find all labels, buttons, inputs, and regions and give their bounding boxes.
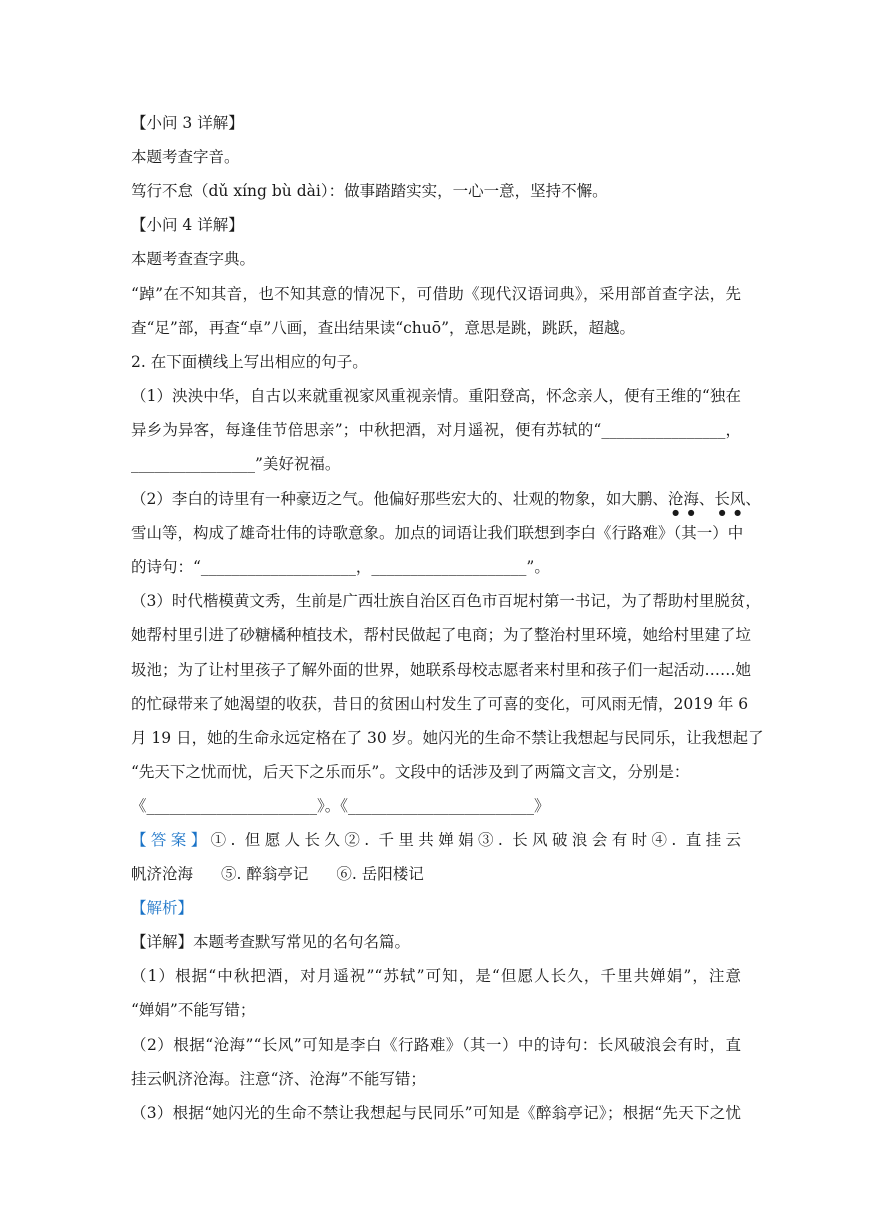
q2-p3-line-2: 她帮村里引进了砂糖橘种植技术，帮村民做起了电商；为了整治村里环境，她给村里建了垃 [131, 626, 752, 644]
answer-item-2: ②. 千里共婵娟 [344, 831, 479, 849]
q2-p2-line-3: 的诗句：“____________________，____________________”。 [131, 558, 550, 576]
q3-heading: 【小问 3 详解】 [131, 114, 244, 132]
q2-p2-line-1 [131, 489, 761, 517]
analysis-2-line-2: 挂云帆济沧海。注意“济、沧海”不能写错； [131, 1070, 426, 1088]
answer-item-4: ④. 直挂云 [651, 831, 742, 849]
q2-p3-line-5: 月 19 日，她的生命永远定格在了 30 岁。她闪光的生命不禁让我想起与民同乐，让我想起了 [131, 729, 764, 747]
dotted-word-canghai: 沧海 [667, 490, 699, 508]
dotted-word-changfeng: 长风 [714, 490, 746, 508]
q2-p2-text-b: 、 [698, 490, 715, 508]
analysis-2-line-1: （2）根据“沧海”“长风”可知是李白《行路难》（其一）中的诗句：长风破浪会有时，直 [131, 1036, 741, 1054]
q3-content: 笃行不怠（dǔ xíng bù dài）：做事踏踏实实，一心一意，坚持不懈。 [131, 182, 608, 200]
answer-item-5: ⑤. 醉翁亭记 [221, 865, 309, 883]
analysis-1-line-1: （1）根据“中秋把酒，对月遥祝”“苏轼”可知，是“但愿人长久，千里共婵娟”，注意 [131, 967, 741, 985]
q2-p3-line-1: （3）时代楷模黄文秀，生前是广西壮族自治区百色市百坭村第一书记，为了帮助村里脱贫， [131, 592, 761, 610]
q2-p3-line-7: 《______________________》。《________________________》 [131, 797, 550, 815]
question-2-stem: 2. 在下面横线上写出相应的句子。 [131, 353, 368, 371]
answer-item-4-cont: 帆济沧海 [131, 865, 194, 883]
analysis-3-line-1: （3）根据“她闪光的生命不禁让我想起与民同乐”可知是《醉翁亭记》；根据“先天下之忧 [131, 1104, 741, 1122]
q2-p1-line-2: 异乡为异客，每逢佳节倍思亲”；中秋把酒，对月遥祝，便有苏轼的“________________， [131, 421, 741, 439]
q4-heading: 【小问 4 详解】 [131, 216, 244, 234]
q2-p1-line-1: （1）泱泱中华，自古以来就重视家风重视亲情。重阳登高，怀念亲人，便有王维的“独在 [131, 387, 741, 405]
q4-line-1: “踔”在不知其音，也不知其意的情况下，可借助《现代汉语词典》，采用部首查字法，先 [131, 285, 741, 303]
answer-item-6: ⑥. 岳阳楼记 [336, 865, 424, 883]
q2-p3-line-3: 圾池；为了让村里孩子了解外面的世界，她联系母校志愿者来村里和孩子们一起活动……她 [131, 661, 752, 679]
analysis-label: 【解析】 [131, 899, 194, 917]
answer-line-2 [131, 864, 741, 884]
q2-p2-text-c: 、 [745, 490, 761, 508]
answer-item-3: ③. 长风破浪会有时 [478, 831, 652, 849]
q2-p3-line-6: “先天下之忧而忧，后天下之乐而乐”。文段中的话涉及到了两篇文言文，分别是： [131, 763, 690, 781]
answer-line-1 [131, 830, 741, 850]
answer-label: 【答案】 [131, 831, 211, 849]
analysis-1-line-2: “婵娟”不能写错； [131, 1001, 256, 1019]
q2-p1-line-3: ________________”美好祝福。 [131, 455, 341, 473]
q3-topic: 本题考查字音。 [131, 148, 240, 166]
q2-p3-line-4: 的忙碌带来了她渴望的收获，昔日的贫困山村发生了可喜的变化，可风雨无情，2019 年 6 [131, 695, 749, 713]
q4-topic: 本题考查查字典。 [131, 250, 256, 268]
answer-item-1: ①. 但愿人长久 [210, 831, 345, 849]
q2-p2-line-2: 雪山等，构成了雄奇壮伟的诗歌意象。加点的词语让我们联想到李白《行路难》（其一）中 [131, 524, 744, 542]
q2-p2-text-a: （2）李白的诗里有一种豪迈之气。他偏好那些宏大的、壮观的物象，如大鹏、 [131, 490, 668, 508]
analysis-detail: 【详解】本题考查默写常见的名句名篇。 [131, 933, 411, 951]
q4-line-2: 查“足”部，再查“卓”八画，查出结果读“chuō”，意思是跳，跳跃，超越。 [131, 319, 636, 337]
